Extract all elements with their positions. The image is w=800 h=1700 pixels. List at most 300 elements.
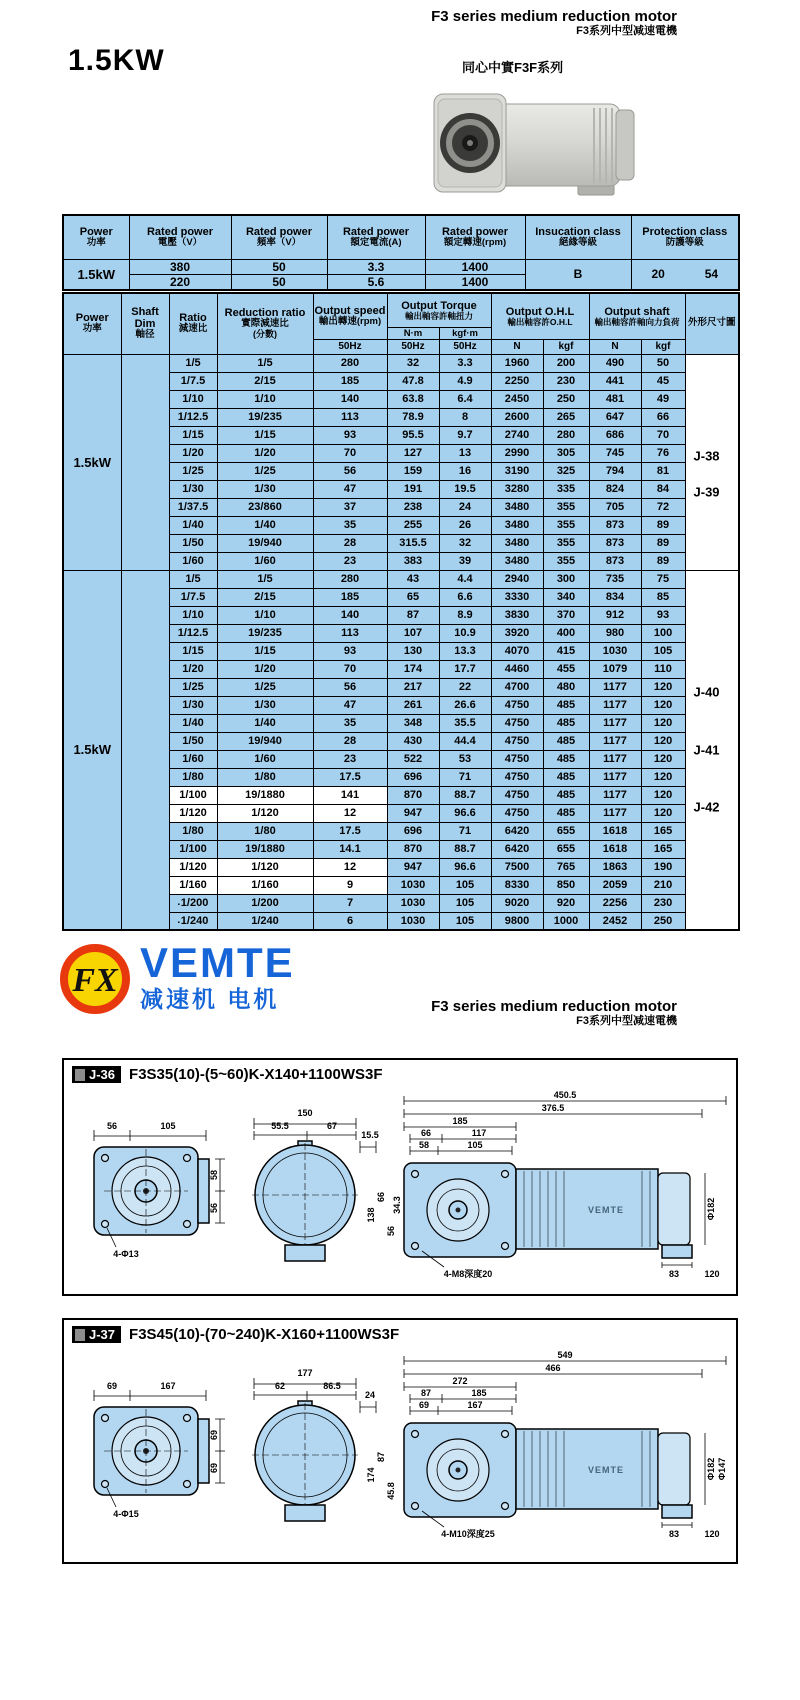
axial-load-kgf: 84 xyxy=(641,480,685,498)
ratio: 1/5 xyxy=(169,354,217,372)
voltage-value: 220 xyxy=(129,274,231,290)
ratio: 1/15 xyxy=(169,426,217,444)
axial-load-n: 1030 xyxy=(589,642,641,660)
current-value: 5.6 xyxy=(327,274,425,290)
spec-power-value: 1.5kW xyxy=(63,259,129,290)
axial-load-kgf: 76 xyxy=(641,444,685,462)
torque-nm: 78.9 xyxy=(387,408,439,426)
ratio-table xyxy=(62,292,740,931)
ohl-n: 3830 xyxy=(491,606,543,624)
reduction-ratio: 1/60 xyxy=(217,750,313,768)
reduction-ratio: 1/30 xyxy=(217,696,313,714)
torque-nm: 191 xyxy=(387,480,439,498)
ohl-kgf: 200 xyxy=(543,354,589,372)
torque-nm: 522 xyxy=(387,750,439,768)
torque-nm: 255 xyxy=(387,516,439,534)
ohl-n: 4750 xyxy=(491,714,543,732)
output-speed-50hz: 141 xyxy=(313,786,387,804)
ratio: 1/37.5 xyxy=(169,498,217,516)
dim-label: 272 xyxy=(452,1376,468,1386)
dim-label: 86.5 xyxy=(323,1381,341,1391)
reduction-ratio: 19/235 xyxy=(217,408,313,426)
page-header xyxy=(431,8,677,38)
dim-label: 177 xyxy=(297,1368,313,1378)
ohl-n: 3480 xyxy=(491,534,543,552)
reduction-ratio: 1/10 xyxy=(217,606,313,624)
dim-label: 105 xyxy=(160,1121,176,1131)
insulation-value: B xyxy=(525,259,631,290)
axial-load-n: 1177 xyxy=(589,696,641,714)
ratio: ▪1/200 xyxy=(169,894,217,912)
page-title-zh: F3系列中型减速電機 xyxy=(576,25,677,38)
ratio: 1/7.5 xyxy=(169,588,217,606)
reduction-ratio: 1/30 xyxy=(217,480,313,498)
reduction-ratio: 1/25 xyxy=(217,462,313,480)
output-speed-50hz: 28 xyxy=(313,732,387,750)
ohl-kgf: 400 xyxy=(543,624,589,642)
torque-kgfm: 71 xyxy=(439,768,491,786)
ohl-n: 3330 xyxy=(491,588,543,606)
sub-50hz: 50Hz xyxy=(387,339,439,354)
torque-kgfm: 16 xyxy=(439,462,491,480)
dim-label: 185 xyxy=(471,1388,487,1398)
ohl-n: 3920 xyxy=(491,624,543,642)
logo-mark: FX xyxy=(72,962,118,999)
dim-label: 55.5 xyxy=(271,1121,289,1131)
logo-subtitle: 减速机 电机 xyxy=(140,986,280,1012)
ohl-n: 9020 xyxy=(491,894,543,912)
torque-kgfm: 96.6 xyxy=(439,858,491,876)
ohl-n: 2740 xyxy=(491,426,543,444)
tap-label: 4-M10深度25 xyxy=(441,1529,495,1539)
ratio: 1/25 xyxy=(169,462,217,480)
shaft-dim-cell xyxy=(121,354,169,570)
axial-load-n: 2059 xyxy=(589,876,641,894)
torque-kgfm: 6.6 xyxy=(439,588,491,606)
torque-kgfm: 32 xyxy=(439,534,491,552)
axial-load-n: 1177 xyxy=(589,804,641,822)
axial-load-n: 1177 xyxy=(589,750,641,768)
dim-label: 105 xyxy=(467,1140,483,1150)
drawing-ref-label: J-41 xyxy=(693,742,720,758)
output-speed-50hz: 47 xyxy=(313,480,387,498)
ohl-n: 4750 xyxy=(491,768,543,786)
output-speed-50hz: 93 xyxy=(313,642,387,660)
torque-nm: 315.5 xyxy=(387,534,439,552)
torque-kgfm: 4.9 xyxy=(439,372,491,390)
ohl-kgf: 485 xyxy=(543,786,589,804)
torque-nm: 127 xyxy=(387,444,439,462)
dim-label: 174 xyxy=(366,1467,376,1483)
ratio: 1/50 xyxy=(169,534,217,552)
output-speed-50hz: 23 xyxy=(313,552,387,570)
axial-load-kgf: 120 xyxy=(641,732,685,750)
axial-load-kgf: 120 xyxy=(641,696,685,714)
ohl-n: 2940 xyxy=(491,570,543,588)
motor-body xyxy=(494,104,620,186)
ratio: 1/120 xyxy=(169,804,217,822)
output-speed-50hz: 9 xyxy=(313,876,387,894)
ratio-header-reduction: Reduction ratio 實際減速比 (分數) xyxy=(217,293,313,354)
torque-kgfm: 88.7 xyxy=(439,786,491,804)
ohl-n: 4700 xyxy=(491,678,543,696)
output-speed-50hz: 113 xyxy=(313,624,387,642)
drawing-ref-label: J-39 xyxy=(693,484,720,500)
ratio: 1/40 xyxy=(169,714,217,732)
output-speed-50hz: 140 xyxy=(313,390,387,408)
axial-load-kgf: 120 xyxy=(641,750,685,768)
torque-kgfm: 105 xyxy=(439,894,491,912)
ohl-n: 8330 xyxy=(491,876,543,894)
ohl-kgf: 655 xyxy=(543,822,589,840)
output-speed-50hz: 35 xyxy=(313,516,387,534)
dim-label: 58 xyxy=(418,1140,430,1150)
ratio: 1/40 xyxy=(169,516,217,534)
frequency-value: 50 xyxy=(231,259,327,274)
torque-kgfm: 35.5 xyxy=(439,714,491,732)
torque-kgfm: 13 xyxy=(439,444,491,462)
torque-nm: 348 xyxy=(387,714,439,732)
ratio: ▪1/240 xyxy=(169,912,217,930)
ohl-kgf: 485 xyxy=(543,804,589,822)
torque-kgfm: 26.6 xyxy=(439,696,491,714)
ohl-kgf: 370 xyxy=(543,606,589,624)
dim-label: Φ147 xyxy=(717,1457,727,1481)
axial-load-n: 1177 xyxy=(589,732,641,750)
ohl-kgf: 655 xyxy=(543,840,589,858)
output-speed-50hz: 185 xyxy=(313,588,387,606)
torque-kgfm: 4.4 xyxy=(439,570,491,588)
torque-nm: 107 xyxy=(387,624,439,642)
ohl-kgf: 765 xyxy=(543,858,589,876)
output-speed-50hz: 17.5 xyxy=(313,768,387,786)
axial-load-kgf: 50 xyxy=(641,354,685,372)
dim-label: 167 xyxy=(160,1381,176,1391)
motor-watermark: VEMTE xyxy=(587,1465,625,1475)
axial-load-n: 912 xyxy=(589,606,641,624)
drawing-ref-label: J-42 xyxy=(693,799,720,815)
axial-load-n: 1863 xyxy=(589,858,641,876)
ohl-n: 4070 xyxy=(491,642,543,660)
torque-nm: 383 xyxy=(387,552,439,570)
torque-nm: 1030 xyxy=(387,912,439,930)
axial-load-kgf: 120 xyxy=(641,714,685,732)
ohl-kgf: 300 xyxy=(543,570,589,588)
reduction-ratio: 1/25 xyxy=(217,678,313,696)
ohl-n: 3480 xyxy=(491,498,543,516)
ohl-n: 4750 xyxy=(491,804,543,822)
torque-kgfm: 10.9 xyxy=(439,624,491,642)
footnote-marker: ▪ xyxy=(177,902,180,908)
output-speed-50hz: 17.5 xyxy=(313,822,387,840)
torque-nm: 130 xyxy=(387,642,439,660)
dim-label: 466 xyxy=(545,1363,561,1373)
reduction-ratio: 1/80 xyxy=(217,768,313,786)
ohl-kgf: 340 xyxy=(543,588,589,606)
reduction-ratio: 1/5 xyxy=(217,354,313,372)
torque-nm: 95.5 xyxy=(387,426,439,444)
reduction-ratio: 1/10 xyxy=(217,390,313,408)
axial-load-kgf: 89 xyxy=(641,534,685,552)
axial-load-n: 2452 xyxy=(589,912,641,930)
axial-load-kgf: 120 xyxy=(641,768,685,786)
torque-nm: 696 xyxy=(387,768,439,786)
table-row xyxy=(63,354,739,372)
dim-label: 4-Φ15 xyxy=(113,1509,139,1519)
torque-nm: 238 xyxy=(387,498,439,516)
ratio: 1/60 xyxy=(169,750,217,768)
torque-nm: 430 xyxy=(387,732,439,750)
axial-load-n: 2256 xyxy=(589,894,641,912)
dim-label: 45.8 xyxy=(386,1482,396,1500)
spec-row-380v xyxy=(63,259,739,274)
ohl-kgf: 325 xyxy=(543,462,589,480)
output-speed-50hz: 28 xyxy=(313,534,387,552)
axial-load-kgf: 75 xyxy=(641,570,685,588)
spec-header-power: Power 功率 xyxy=(63,215,129,259)
torque-kgfm: 105 xyxy=(439,912,491,930)
ratio-header-row xyxy=(63,293,739,327)
unit-kgfm: kgf·m xyxy=(439,327,491,339)
spec-header-frequency: Rated power 頻率（V） xyxy=(231,215,327,259)
motor-photo-image xyxy=(428,88,643,203)
sub-n: N xyxy=(491,339,543,354)
torque-kgfm: 26 xyxy=(439,516,491,534)
torque-kgfm: 9.7 xyxy=(439,426,491,444)
reduction-ratio: 19/1880 xyxy=(217,786,313,804)
unit-nm: N·m xyxy=(387,327,439,339)
output-speed-50hz: 6 xyxy=(313,912,387,930)
ohl-n: 4750 xyxy=(491,750,543,768)
shaft-center xyxy=(467,140,473,146)
dim-label: 138 xyxy=(366,1207,376,1223)
ohl-kgf: 485 xyxy=(543,696,589,714)
drawing-code-badge: J-36 xyxy=(72,1066,121,1083)
output-speed-50hz: 113 xyxy=(313,408,387,426)
ohl-kgf: 280 xyxy=(543,426,589,444)
current-value: 3.3 xyxy=(327,259,425,274)
ohl-n: 2250 xyxy=(491,372,543,390)
ohl-kgf: 485 xyxy=(543,714,589,732)
torque-kgfm: 8.9 xyxy=(439,606,491,624)
power-value: 1.5kW xyxy=(63,570,121,930)
ohl-n: 3480 xyxy=(491,516,543,534)
ohl-kgf: 355 xyxy=(543,498,589,516)
axial-load-kgf: 190 xyxy=(641,858,685,876)
drawing-box-j36 xyxy=(62,1058,738,1296)
axial-load-kgf: 49 xyxy=(641,390,685,408)
reduction-ratio: 2/15 xyxy=(217,588,313,606)
drawing-ref-label: J-38 xyxy=(693,448,720,464)
output-speed-50hz: 93 xyxy=(313,426,387,444)
reduction-ratio: 19/1880 xyxy=(217,840,313,858)
ohl-kgf: 230 xyxy=(543,372,589,390)
ohl-kgf: 335 xyxy=(543,480,589,498)
section-title: F3 series medium reduction motor xyxy=(431,998,677,1015)
reduction-ratio: 1/15 xyxy=(217,426,313,444)
speed-value: 1400 xyxy=(425,259,525,274)
ohl-n: 6420 xyxy=(491,822,543,840)
axial-load-kgf: 120 xyxy=(641,804,685,822)
drawing-ref-label: J-40 xyxy=(693,684,720,700)
ratio: 1/7.5 xyxy=(169,372,217,390)
dimension-drawing-j36 xyxy=(64,1083,736,1283)
ohl-kgf: 355 xyxy=(543,552,589,570)
ratio: 1/20 xyxy=(169,660,217,678)
sub-50hz: 50Hz xyxy=(313,339,387,354)
output-speed-50hz: 12 xyxy=(313,858,387,876)
ohl-kgf: 455 xyxy=(543,660,589,678)
output-speed-50hz: 37 xyxy=(313,498,387,516)
output-speed-50hz: 70 xyxy=(313,444,387,462)
ohl-n: 3190 xyxy=(491,462,543,480)
output-speed-50hz: 280 xyxy=(313,354,387,372)
axial-load-n: 1177 xyxy=(589,678,641,696)
dim-label: 15.5 xyxy=(361,1130,379,1140)
torque-nm: 32 xyxy=(387,354,439,372)
axial-load-kgf: 165 xyxy=(641,840,685,858)
ohl-kgf: 920 xyxy=(543,894,589,912)
torque-nm: 217 xyxy=(387,678,439,696)
page-title: F3 series medium reduction motor xyxy=(431,8,677,25)
spec-header-protection: Protection class 防護等級 xyxy=(631,215,739,259)
axial-load-kgf: 45 xyxy=(641,372,685,390)
dim-label: 66 xyxy=(376,1191,386,1203)
ratio-header-power: Power 功率 xyxy=(63,293,121,354)
torque-kgfm: 13.3 xyxy=(439,642,491,660)
axial-load-kgf: 250 xyxy=(641,912,685,930)
axial-load-n: 745 xyxy=(589,444,641,462)
protection-20: 20 xyxy=(651,267,665,281)
ohl-kgf: 265 xyxy=(543,408,589,426)
ohl-n: 3280 xyxy=(491,480,543,498)
ohl-kgf: 355 xyxy=(543,516,589,534)
axial-load-kgf: 120 xyxy=(641,786,685,804)
dimension-drawing-j37 xyxy=(64,1343,736,1543)
ratio: 1/50 xyxy=(169,732,217,750)
ratio: 1/120 xyxy=(169,858,217,876)
dim-label: 87 xyxy=(420,1388,432,1398)
dim-label: 376.5 xyxy=(541,1103,565,1113)
reduction-ratio: 1/20 xyxy=(217,444,313,462)
dim-label: 83 xyxy=(668,1269,680,1279)
torque-nm: 870 xyxy=(387,786,439,804)
drawing-model: F3S45(10)-(70~240)K-X160+1100WS3F xyxy=(129,1326,400,1343)
ohl-n: 2450 xyxy=(491,390,543,408)
power-label: 1.5KW xyxy=(68,44,165,77)
sub-kgf: kgf xyxy=(641,339,685,354)
axial-load-n: 824 xyxy=(589,480,641,498)
dimension-drawing-refs xyxy=(685,354,739,570)
dim-label: 69 xyxy=(209,1462,219,1474)
torque-kgfm: 6.4 xyxy=(439,390,491,408)
shaft-dim-cell xyxy=(121,570,169,930)
ohl-n: 4750 xyxy=(491,696,543,714)
axial-load-n: 1177 xyxy=(589,768,641,786)
ratio: 1/30 xyxy=(169,480,217,498)
torque-nm: 261 xyxy=(387,696,439,714)
ohl-kgf: 250 xyxy=(543,390,589,408)
dim-label: 69 xyxy=(209,1429,219,1441)
ratio: 1/10 xyxy=(169,390,217,408)
dim-label: 83 xyxy=(668,1529,680,1539)
ohl-kgf: 485 xyxy=(543,732,589,750)
dim-label: 56 xyxy=(386,1225,396,1237)
dim-label: 56 xyxy=(209,1202,219,1214)
ratio: 1/20 xyxy=(169,444,217,462)
power-value: 1.5kW xyxy=(63,354,121,570)
ratio: 1/160 xyxy=(169,876,217,894)
output-speed-50hz: 140 xyxy=(313,606,387,624)
torque-nm: 65 xyxy=(387,588,439,606)
protection-value xyxy=(631,259,739,290)
torque-kgfm: 19.5 xyxy=(439,480,491,498)
torque-kgfm: 88.7 xyxy=(439,840,491,858)
axial-load-n: 705 xyxy=(589,498,641,516)
ohl-n: 4460 xyxy=(491,660,543,678)
axial-load-kgf: 105 xyxy=(641,642,685,660)
output-speed-50hz: 185 xyxy=(313,372,387,390)
torque-nm: 87 xyxy=(387,606,439,624)
axial-load-n: 794 xyxy=(589,462,641,480)
output-speed-50hz: 23 xyxy=(313,750,387,768)
reduction-ratio: 19/940 xyxy=(217,732,313,750)
axial-load-kgf: 120 xyxy=(641,678,685,696)
reduction-ratio: 1/120 xyxy=(217,804,313,822)
frequency-value: 50 xyxy=(231,274,327,290)
ohl-n: 3480 xyxy=(491,552,543,570)
ohl-kgf: 305 xyxy=(543,444,589,462)
ohl-kgf: 480 xyxy=(543,678,589,696)
reduction-ratio: 1/5 xyxy=(217,570,313,588)
torque-kgfm: 53 xyxy=(439,750,491,768)
axial-load-kgf: 85 xyxy=(641,588,685,606)
spec-header-current: Rated power 額定電流(A) xyxy=(327,215,425,259)
reduction-ratio: 1/240 xyxy=(217,912,313,930)
torque-kgfm: 39 xyxy=(439,552,491,570)
axial-load-n: 1618 xyxy=(589,822,641,840)
torque-nm: 1030 xyxy=(387,894,439,912)
torque-kgfm: 22 xyxy=(439,678,491,696)
protection-54: 54 xyxy=(704,267,719,281)
series-note: 同心中實F3F系列 xyxy=(462,60,564,75)
output-speed-50hz: 35 xyxy=(313,714,387,732)
spec-header-row xyxy=(63,215,739,259)
speed-value: 1400 xyxy=(425,274,525,290)
torque-kgfm: 44.4 xyxy=(439,732,491,750)
torque-nm: 43 xyxy=(387,570,439,588)
axial-load-n: 441 xyxy=(589,372,641,390)
spec-header-insulation: Insucation class 絕緣等級 xyxy=(525,215,631,259)
torque-kgfm: 8 xyxy=(439,408,491,426)
sub-kgf: kgf xyxy=(543,339,589,354)
axial-load-kgf: 110 xyxy=(641,660,685,678)
reduction-ratio: 1/120 xyxy=(217,858,313,876)
axial-load-n: 686 xyxy=(589,426,641,444)
axial-load-kgf: 89 xyxy=(641,516,685,534)
reduction-ratio: 1/15 xyxy=(217,642,313,660)
drawing-box-j37 xyxy=(62,1318,738,1564)
output-speed-50hz: 12 xyxy=(313,804,387,822)
torque-nm: 870 xyxy=(387,840,439,858)
axial-load-n: 735 xyxy=(589,570,641,588)
axial-load-kgf: 100 xyxy=(641,624,685,642)
ohl-kgf: 485 xyxy=(543,768,589,786)
reduction-ratio: 1/60 xyxy=(217,552,313,570)
ohl-n: 7500 xyxy=(491,858,543,876)
ohl-kgf: 355 xyxy=(543,534,589,552)
ohl-n: 1960 xyxy=(491,354,543,372)
